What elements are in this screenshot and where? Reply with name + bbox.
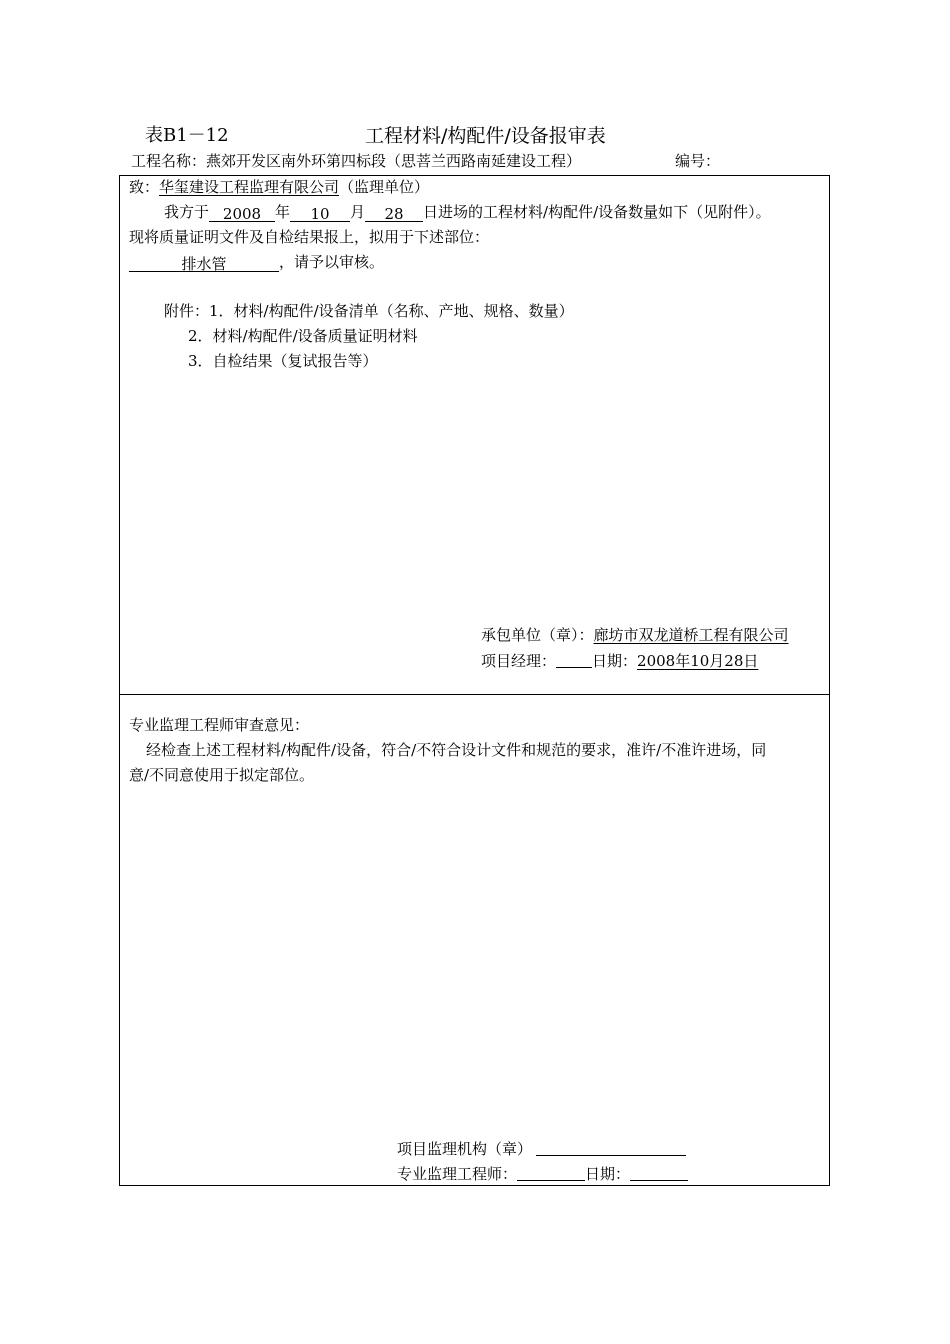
usage-location: 排水管 [129, 257, 279, 272]
to-label: 致： [129, 178, 160, 196]
location-line [129, 255, 384, 272]
contractor-label: 承包单位（章）： [481, 626, 594, 644]
contractor-name: 廊坊市双龙道桥工程有限公司 [593, 626, 789, 644]
supervisor-suffix: （监理单位） [339, 178, 430, 196]
attachments-label: 附件： [164, 302, 210, 320]
engineer-line [397, 1166, 688, 1182]
manager-label: 项目经理： [481, 652, 557, 670]
review-line-1: 经检查上述工程材料/构配件/设备，符合/不符合设计文件和规范的要求，准许/不准许进场，同 [146, 741, 767, 759]
entry-year: 2008 [209, 207, 275, 222]
entry-day: 28 [365, 207, 423, 222]
number-label: 编号： [675, 152, 721, 170]
engineer-signature-blank [517, 1166, 585, 1181]
manager-line [481, 653, 758, 669]
project-label: 工程名称： [131, 152, 207, 170]
entry-date-line [164, 205, 771, 222]
supervision-org-blank [536, 1141, 686, 1156]
table-number: 表B1－12 [145, 125, 229, 146]
addressee-line [129, 180, 429, 195]
review-line-2: 意/不同意使用于拟定部位。 [129, 766, 315, 784]
project-name-line [131, 154, 581, 169]
page-title: 工程材料/构配件/设备报审表 [365, 125, 606, 147]
engineer-label: 专业监理工程师： [397, 1165, 518, 1183]
review-date-blank [630, 1166, 688, 1181]
review-request: ，请予以审核。 [279, 253, 385, 271]
submission-line: 现将质量证明文件及自检结果报上，拟用于下述部位： [129, 228, 490, 246]
supervision-org-line [397, 1141, 686, 1157]
project-name: 燕郊开发区南外环第四标段（思菩兰西路南延建设工程） [206, 152, 582, 170]
date-label: 日期： [592, 652, 638, 670]
entry-prefix: 我方于 [164, 203, 210, 221]
section-divider [119, 694, 830, 695]
review-date-label: 日期： [585, 1165, 631, 1183]
review-label: 专业监理工程师审查意见： [129, 716, 310, 734]
supervision-org-label: 项目监理机构（章） [397, 1140, 533, 1158]
year-unit: 年 [275, 203, 291, 221]
entry-month: 10 [290, 207, 350, 222]
attachment-item-2: 2．材料/构配件/设备质量证明材料 [188, 327, 418, 345]
attachment-item-1 [164, 304, 574, 319]
manager-signature-blank [556, 653, 592, 668]
attachment-item-3: 3．自检结果（复试报告等） [188, 352, 378, 370]
contractor-date: 2008年10月28日 [637, 652, 759, 670]
contractor-line [481, 628, 789, 643]
entry-suffix: 日进场的工程材料/构配件/设备数量如下（见附件）。 [423, 203, 771, 221]
supervisor-org: 华玺建设工程监理有限公司 [159, 178, 340, 196]
attachment-text: 1．材料/构配件/设备清单（名称、产地、规格、数量） [209, 302, 574, 320]
month-unit: 月 [350, 203, 366, 221]
